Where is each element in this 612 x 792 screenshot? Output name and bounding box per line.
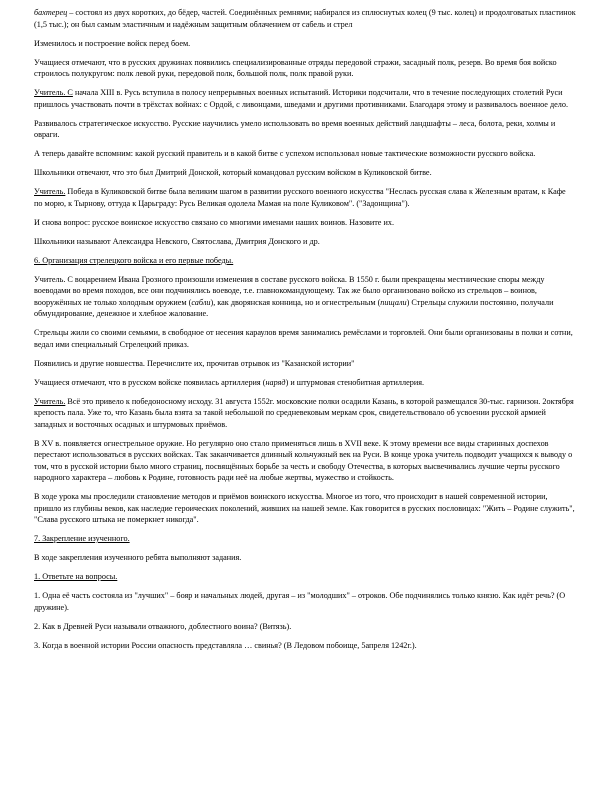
italic-term: сабли [191, 297, 211, 307]
text-run: начала XIII в. Русь вступила в полосу непрерывных военных испытаний. Историки подсчитали, что в течение последующих столетий Руси пришлось участвовать почти в трёхстах войнах: с Ордой, с ливонцами, шведами и другими противниками. Благодаря этому и развивалось военное дело. [34, 88, 568, 109]
paragraph [34, 274, 576, 320]
paragraph [34, 87, 576, 110]
text-run: Учащиеся отмечают, что в русском войске появилась артиллерия ( [34, 377, 266, 387]
paragraph [34, 438, 576, 484]
italic-term: наряд [265, 377, 286, 387]
paragraph [34, 327, 576, 350]
paragraph [34, 186, 576, 209]
text-run: В ходе урока мы проследили становление методов и приёмов воинского искусства. Многое из того, что происходит в нашей современной истории, пришло из глубины веков, как наследие героических поколений, живших на нашей земле. Как говорится в русских пословицах: "Жить – Родине служить", "Слава русского штыка не померкнет никогда". [34, 492, 575, 524]
text-run: 1. Одна её часть состояла из "лучших" – бояр и начальных людей, другая – из "молодших" – отроков. Обе подчинялись только князю. Как идёт речь? (О дружине). [34, 591, 566, 612]
text-run: – состоял из двух коротких, до бёдер, частей. Соединённых ремнями; набирался из сплюснутых колец (9 тыс. колец) и продолговатых пластинок (1,5 тыс.); он был самым эластичным и надёжным защитным облачением от сабель и стрел [34, 8, 576, 29]
text-run: ) Стрельцы служили постоянно, получали обмундирование, денежное и хлебное жалование. [34, 297, 554, 318]
text-run: ), как дворянская конница, но и огнестрельным ( [210, 297, 381, 307]
paragraph [34, 7, 576, 30]
text-run: Учитель. С воцарением Ивана Грозного произошли изменения в составе русского войска. В 1550 г. были прекращены местнические споры между воеводами во время походов, все они подчинялись воеводе, т.е. главнокомандующему. Так же было организовано войско из стрельцов – воинов, вооружённых не только холодным оружием ( [34, 274, 545, 307]
text-run: Стрельцы жили со своими семьями, в свободное от несения караулов время занимались ремёслами и торговлей. Они были организованы в полки и сотни, ведал ими специальный Стрелецкий приказ. [34, 328, 573, 349]
question-3 [34, 640, 576, 652]
text-run: Появились и другие новшества. Перечислите их, прочитав отрывок из "Казанской истории" [34, 358, 355, 368]
underlined-text: 7. Закрепление изученного. [34, 534, 130, 543]
italic-term: пищали [380, 297, 407, 307]
paragraph [34, 148, 576, 160]
text-run: Изменилось и построение войск перед боем. [34, 38, 191, 48]
question-1 [34, 590, 576, 613]
paragraph [34, 396, 576, 431]
text-run: ) и штурмовая стенобитная артиллерия. [285, 377, 425, 387]
paragraph [34, 167, 576, 179]
task-heading-1 [34, 571, 576, 583]
underlined-text: 6. Организация стрелецкого войска и его первые победы. [34, 255, 234, 265]
paragraph [34, 236, 576, 248]
text-run: Победа в Куликовской битве была великим шагом в развитии русского военного искусства "Неслась русская слава к Железным вратам, к Кафе по морю, к Тырнову, оттуда к Царьграду: Русь Великая одолела Мамая на поле Куликовом". ("Задонщина"). [34, 187, 566, 208]
text-run: Школьники отвечают, что это был Дмитрий Донской, который командовал русским войском в Куликовской битве. [34, 168, 432, 177]
text-run: А теперь давайте вспомним: какой русский правитель и в какой битве с успехом использовал новые тактические возможности русского войска. [34, 149, 536, 158]
paragraph [34, 38, 576, 50]
text-run: И снова вопрос: русское воинское искусство связано со многими именами наших воинов. Назовите их. [34, 217, 394, 227]
text-run: Учащиеся отмечают, что в русских дружинах появились специализированные отряды передовой стражи, засадный полк, резерв. Во время боя войско строилось полукругом: полк левой руки, передовой полк, большой полк, полк правой руки. [34, 57, 557, 78]
text-run: В XV в. появляется огнестрельное оружие. Но регулярно оно стало применяться лишь в XVII веке. К этому времени все виды старинных доспехов перестают использоваться в русских войсках. Так заканчивается длинный кольчужный век на Руси. В конце урока учитель подводит учащихся к выводу о том, что в русской истории было много страниц, посвящённых борьбе за честь и свободу Отечества, в которых высвечивались лучшие черты русского народного характера – любовь к Родине, готовность ради неё на любые жертвы, мужество и стойкость. [34, 438, 573, 482]
question-2 [34, 621, 576, 633]
paragraph [34, 552, 576, 564]
section-heading-6 [34, 255, 576, 267]
section-heading-7 [34, 533, 576, 545]
text-run: В ходе закрепления изученного ребята выполняют задания. [34, 553, 242, 562]
paragraph [34, 118, 576, 141]
paragraph [34, 358, 576, 370]
text-run: Всё это привело к победоносному исходу. 31 августа 1552г. московские полки осадили Казань, в которой размещался 30-тыс. гарнизон. 2октября крепость пала. Уже то, что Казань была взята за такой небольшой по средневековым меркам срок, свидетельствовало об усвоении русской армией западных и восточных осадных и штурмовых приёмов. [34, 396, 574, 429]
paragraph [34, 491, 576, 526]
underlined-text: Учитель. [34, 396, 66, 406]
underlined-text: 1. Ответьте на вопросы. [34, 572, 118, 581]
text-run: Развивалось стратегическое искусство. Русские научились умело использовать во время военных действий ландшафты – леса, болота, реки, холмы и овраги. [34, 118, 556, 139]
text-run: 3. Когда в военной истории России опасность представляла … свинья? (В Ледовом побоище, 5апреля 1242г.). [34, 640, 417, 650]
underlined-text: Учитель. С [34, 88, 73, 97]
paragraph [34, 377, 576, 389]
italic-term: бахтерец [34, 8, 68, 17]
text-run: 2. Как в Древней Руси называли отважного, доблестного воина? (Витязь). [34, 621, 292, 631]
underlined-text: Учитель. [34, 187, 66, 196]
paragraph [34, 57, 576, 80]
paragraph [34, 217, 576, 229]
text-run: Школьники называют Александра Невского, Святослава, Дмитрия Донского и др. [34, 236, 320, 246]
